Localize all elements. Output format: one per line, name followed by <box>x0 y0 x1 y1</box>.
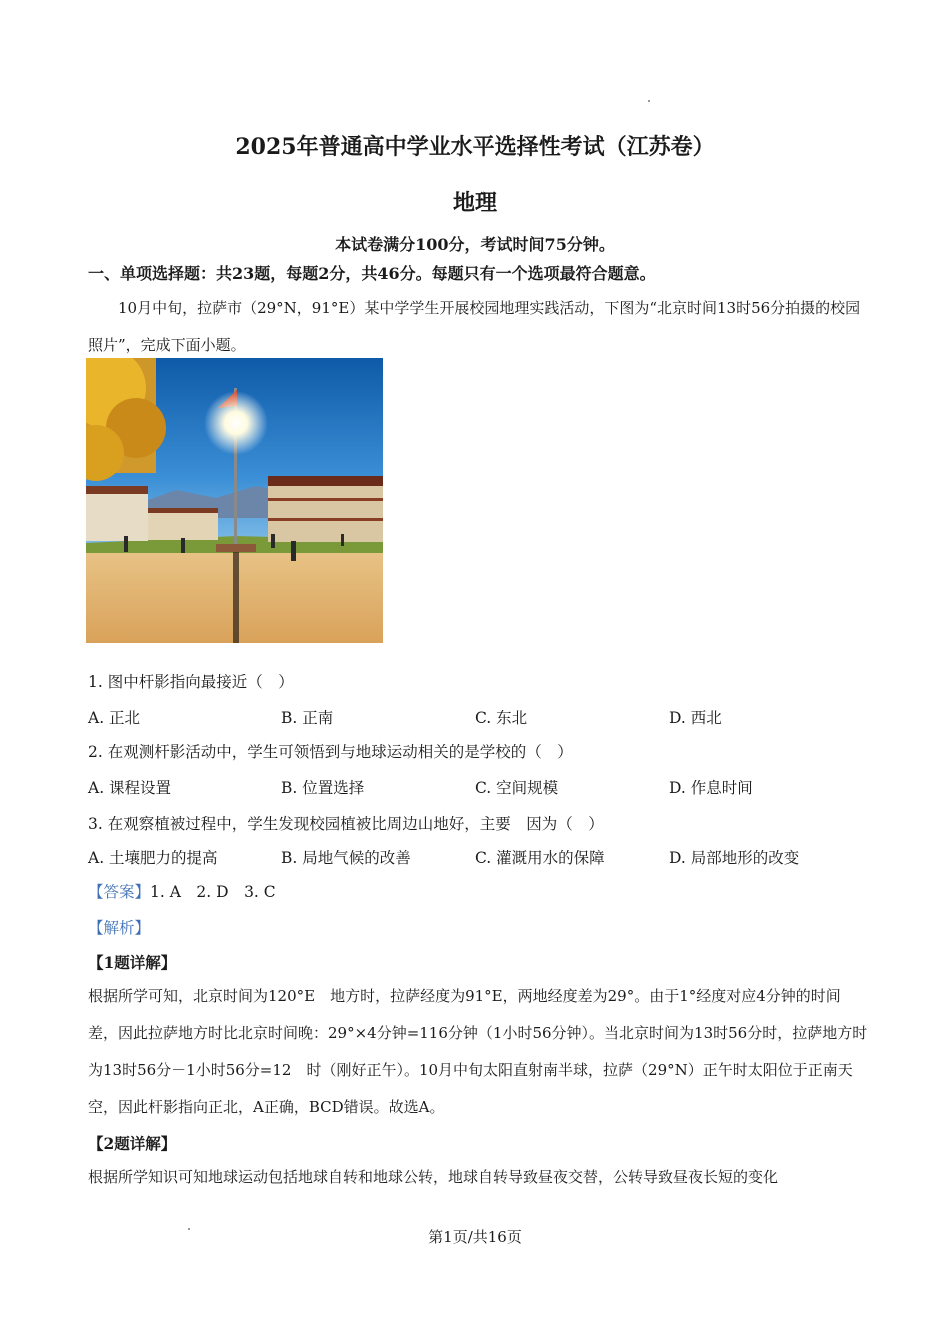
question-2-option-c: C. 空间规模 <box>475 779 559 797</box>
question-1-stem: 1. 图中杆影指向最接近（ ） <box>88 673 294 691</box>
question-2-option-d: D. 作息时间 <box>669 779 753 797</box>
subject-title: 地理 <box>452 190 497 216</box>
question-3-option-b: B. 局地气候的改善 <box>281 849 411 867</box>
question-1-option-c: C. 东北 <box>475 709 528 727</box>
question-1-option-b: B. 正南 <box>281 709 334 727</box>
question-1-option-d: D. 西北 <box>669 709 722 727</box>
question-intro: 10月中旬，拉萨市（29°N，91°E）某中学学生开展校园地理实践活动，下图为“北京时间13时56分拍摄的校园照片”，完成下面小题。 <box>88 299 861 354</box>
analysis-label: 【解析】 <box>88 919 151 937</box>
question-2-option-b: B. 位置选择 <box>281 779 365 797</box>
exam-title: 2025年普通高中学业水平选择性考试（江苏卷） <box>235 134 715 160</box>
page-footer: 第1页/共16页 <box>428 1228 522 1246</box>
exam-info: 本试卷满分100分，考试时间75分钟。 <box>335 235 615 254</box>
campus-photo <box>86 358 383 643</box>
question-1-option-a: A. 正北 <box>88 709 141 727</box>
question-3-option-a: A. 土壤肥力的提高 <box>88 849 218 867</box>
answer-line <box>88 880 276 902</box>
answer-label: 【答案】 <box>88 883 151 901</box>
detail-2-text: 根据所学知识可知地球运动包括地球自转和地球公转，地球自转导致昼夜交替，公转导致昼夜长短的变化 <box>88 1168 779 1186</box>
detail-2-heading: 【2题详解】 <box>88 1134 177 1153</box>
section-heading: 一、单项选择题：共23题，每题2分，共46分。每题只有一个选项最符合题意。 <box>88 264 656 283</box>
question-3-stem: 3. 在观察植被过程中，学生发现校园植被比周边山地好，主要 因为（ ） <box>88 815 604 833</box>
detail-1-heading: 【1题详解】 <box>88 953 177 972</box>
answer-text: 1. A 2. D 3. C <box>150 883 276 901</box>
question-3-option-d: D. 局部地形的改变 <box>669 849 800 867</box>
scan-dot <box>648 100 650 102</box>
question-2-stem: 2. 在观测杆影活动中，学生可领悟到与地球运动相关的是学校的（ ） <box>88 743 573 761</box>
campus-photo-illustration <box>86 358 383 643</box>
detail-1-text: 根据所学可知，北京时间为120°E 地方时，拉萨经度为91°E，两地经度差为29°。由于1°经度对应4分钟的时间差，因此拉萨地方时比北京时间晚：29°×4分钟=116分钟（1小时56分钟）。当北京时间为13时56分时，拉萨地方时为13时56分－1小时56分=12 时（刚好正午）。10月中旬太阳直射南半球，拉萨（29°N）正午时太阳位于正南天空，因此杆影指向正北，A正确，BCD错误。故选A。 <box>88 987 868 1116</box>
question-2-option-a: A. 课程设置 <box>88 779 172 797</box>
question-3-option-c: C. 灌溉用水的保障 <box>475 849 605 867</box>
